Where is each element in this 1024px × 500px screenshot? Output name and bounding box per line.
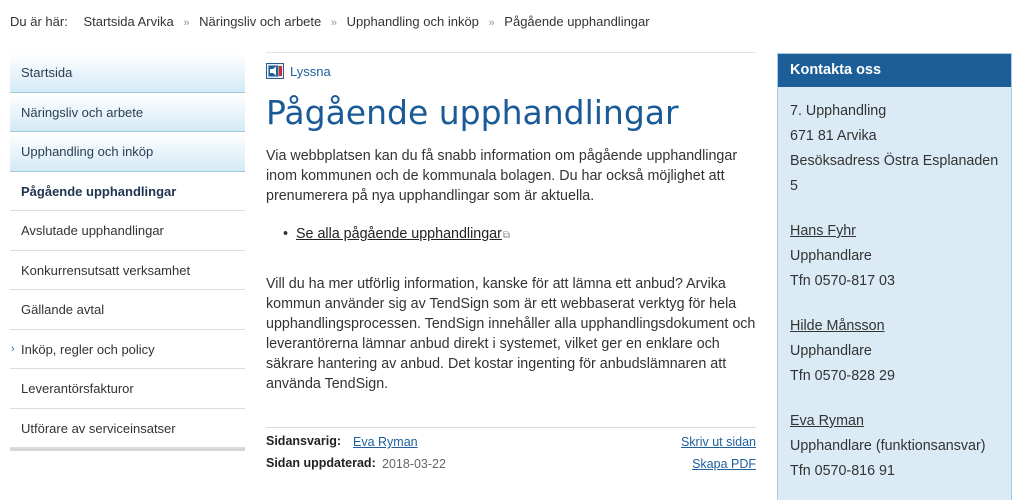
breadcrumb-separator-icon: » <box>183 17 190 29</box>
contact-person-role: Upphandlare <box>790 343 872 359</box>
all-procurements-link[interactable]: Se alla pågående upphandlingar <box>296 226 502 242</box>
sidebar-item-pagaende[interactable]: Pågående upphandlingar <box>10 172 245 212</box>
link-list <box>266 226 756 242</box>
contact-person-role: Upphandlare (funktionsansvar) <box>790 438 986 454</box>
list-item <box>296 226 756 242</box>
sidebar-item-utforare[interactable]: Utförare av serviceinsatser <box>10 409 245 449</box>
body-paragraph: Vill du ha mer utförlig information, kanske för att lämna ett anbud? Arvika kommun använder sig av TendSign som är ett webbaserat verktyg för hela upphandlingsprocessen. TendSign innehåller alla upphandlingsdokument och leverantörerna lämnar anbud direkt i systemet, vilket ger en enklare och säkrare hantering av anbud. Det kostar ingenting för anbudslämnaren att använda TendSign. <box>266 276 756 392</box>
contact-person-phone: Tfn 0570-816 91 <box>790 463 895 479</box>
sidebar-nav <box>10 53 245 452</box>
contact-address <box>790 99 999 199</box>
address-line: 7. Upphandling <box>790 103 887 119</box>
sidebar-item-avslutade[interactable]: Avslutade upphandlingar <box>10 211 245 251</box>
address-line: 671 81 Arvika <box>790 128 877 144</box>
page-updated-row <box>266 456 756 478</box>
breadcrumb-link-startsida[interactable]: Startsida Arvika <box>83 14 174 29</box>
sidebar-item-inkop-regler[interactable] <box>10 330 245 370</box>
sidebar-item-label: Inköp, regler och policy <box>21 341 155 357</box>
responsible-name-link[interactable]: Eva Ryman <box>353 435 418 449</box>
updated-date: 2018-03-22 <box>382 457 446 471</box>
sidebar-item-gallande-avtal[interactable]: Gällande avtal <box>10 290 245 330</box>
breadcrumb <box>10 14 650 29</box>
listen-button[interactable] <box>266 63 756 79</box>
speaker-icon <box>266 63 284 79</box>
print-page-link[interactable]: Skriv ut sidan <box>680 435 756 449</box>
intro-paragraph: Via webbplatsen kan du få snabb information om pågående upphandlingar inom kommunen och de kommunala bolagen. Du har också möjlighet att prenumerera på nya upphandlingar som är aktuella. <box>266 148 738 204</box>
contact-body <box>778 87 1011 500</box>
contact-person-phone: Tfn 0570-817 03 <box>790 273 895 289</box>
external-link-icon: ⧉ <box>502 230 511 241</box>
chevron-right-icon: › <box>11 342 15 355</box>
responsible-label: Sidansvarig: <box>266 434 342 448</box>
contact-person-name-link[interactable]: Eva Ryman <box>790 413 864 429</box>
sidebar-divider <box>10 448 245 452</box>
breadcrumb-separator-icon: » <box>488 17 495 29</box>
breadcrumb-link-upphandling[interactable]: Upphandling och inköp <box>346 14 479 29</box>
contact-person-phone: Tfn 0570-828 29 <box>790 368 895 384</box>
page-footer-divider <box>266 427 756 428</box>
sidebar-item-konkurrensutsatt[interactable]: Konkurrensutsatt verksamhet <box>10 251 245 291</box>
contact-box <box>777 53 1012 500</box>
breadcrumb-current: Pågående upphandlingar <box>504 14 650 29</box>
main-content <box>266 52 756 478</box>
breadcrumb-separator-icon: » <box>330 17 338 29</box>
contact-person-name-link[interactable]: Hilde Månsson <box>790 318 885 334</box>
breadcrumb-link-naringsliv[interactable]: Näringsliv och arbete <box>199 14 322 29</box>
create-pdf-link[interactable]: Skapa PDF <box>692 457 756 471</box>
breadcrumb-lead: Du är här: <box>10 14 68 29</box>
contact-title: Kontakta oss <box>778 54 1011 87</box>
page-responsible-row <box>266 434 756 456</box>
contact-person-role: Upphandlare <box>790 248 872 264</box>
sidebar-item-upphandling[interactable]: Upphandling och inköp <box>10 132 245 172</box>
updated-label: Sidan uppdaterad: <box>266 456 376 470</box>
page-title: Pågående upphandlingar <box>266 93 679 132</box>
address-line: Besöksadress Östra Esplanaden 5 <box>790 153 999 194</box>
sidebar-item-naringsliv[interactable]: Näringsliv och arbete <box>10 93 245 133</box>
contact-person-name-link[interactable]: Hans Fyhr <box>790 223 856 239</box>
listen-label: Lyssna <box>290 63 331 79</box>
contact-person <box>790 219 999 294</box>
contact-person <box>790 314 999 389</box>
contact-person <box>790 409 999 484</box>
sidebar-item-startsida[interactable]: Startsida <box>10 53 245 93</box>
sidebar-item-leverantorsfakturor[interactable]: Leverantörsfakturor <box>10 369 245 409</box>
